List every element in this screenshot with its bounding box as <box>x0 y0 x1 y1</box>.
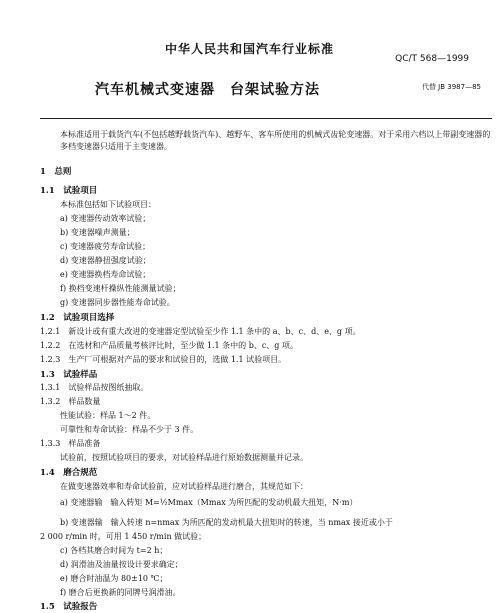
section-heading: 1.3 试验样品 <box>40 370 98 380</box>
text-line: 在做变速器效率和寿命试验前，应对试验样品进行磨合，其规范如下： <box>60 482 308 491</box>
text-line: 可靠性和寿命试验：样品不少于 3 件。 <box>60 425 199 434</box>
section-heading: 1 总则 <box>40 167 72 177</box>
list-item: d) 变速器静扭强度试验； <box>60 256 151 265</box>
text-line: 1.3.2 样品数量 <box>40 397 101 406</box>
section-heading: 1.4 磨合规范 <box>40 468 98 478</box>
replace-note: 代替 JB 3987—85 <box>421 83 481 91</box>
section-heading: 1.2 试验项目选择 <box>40 313 115 323</box>
text-line: 1.2.3 生产厂可根据对产品的要求和试验目的，选做 1.1 试验项目。 <box>40 355 287 364</box>
list-item: e) 磨合时油温为 80±10 ℃； <box>60 574 168 583</box>
standard-org-title: 中华人民共和国汽车行业标准 <box>164 42 334 56</box>
header-divider <box>40 118 492 119</box>
text-line: 试验前，按照试验项目的要求，对试验样品进行原始数据测量并记录。 <box>60 453 308 462</box>
list-item: c) 变速器疲劳寿命试验； <box>60 242 151 251</box>
standard-number: QC/T 568—1999 <box>395 54 469 64</box>
text-line: 性能试验：样品 1～2 件。 <box>60 411 156 420</box>
list-item: c) 各档其磨合时间为 t=2 h； <box>60 546 168 555</box>
section-heading: 1.5 试验报告 <box>40 602 98 612</box>
list-item: g) 变速器同步器性能寿命试验。 <box>60 298 175 307</box>
text-line: 1.3.3 样品准备 <box>40 439 101 448</box>
text-line: 1.2.2 在选材和产品质量考核评比时，至少做 1.1 条中的 b、c、g 项。 <box>40 341 298 350</box>
list-item: f) 换档变速杆操纵性能测量试验； <box>60 284 181 293</box>
list-item: b) 变速器输 输入转速 n=nmax 为所匹配的发动机最大扭矩时的转速，当 nmax 接近或小于 <box>60 518 393 527</box>
list-item: b) 变速器噪声测量； <box>60 228 135 237</box>
list-item: d) 润滑油及油量按设计要求确定； <box>60 560 183 569</box>
document-title: 汽车机械式变速器 台架试验方法 <box>95 82 320 98</box>
list-item: f) 磨合后更换新的同牌号润滑油。 <box>60 588 181 597</box>
section-heading: 1.1 试验项目 <box>40 186 98 196</box>
list-item: a) 变速器传动效率试验； <box>60 214 151 223</box>
list-item: a) 变速器输 输入转矩 M=½Mmax（Mmax 为所匹配的发动机最大扭矩，N·m） <box>60 498 358 507</box>
text-line: 1.2.1 新设计或有重大改进的变速器定型试验至少作 1.1 条中的 a、b、c、d、e、g 项。 <box>40 327 361 336</box>
intro-paragraph: 本标准适用于载货汽车(不包括越野载货汽车)、越野车、客车所使用的机械式齿轮变速器。对于采用六档以上带副变速器的多档变速器只适用于主变速器。 <box>60 130 491 151</box>
text-line: 本标准包括如下试验项目： <box>60 200 156 209</box>
text-line: 1.3.1 试验样品按图纸抽取。 <box>40 383 149 392</box>
list-item: e) 变速器换档寿命试验； <box>60 270 151 279</box>
text-line: 2 000 r/min 时，可用 1 450 r/min 做试验； <box>40 532 207 541</box>
